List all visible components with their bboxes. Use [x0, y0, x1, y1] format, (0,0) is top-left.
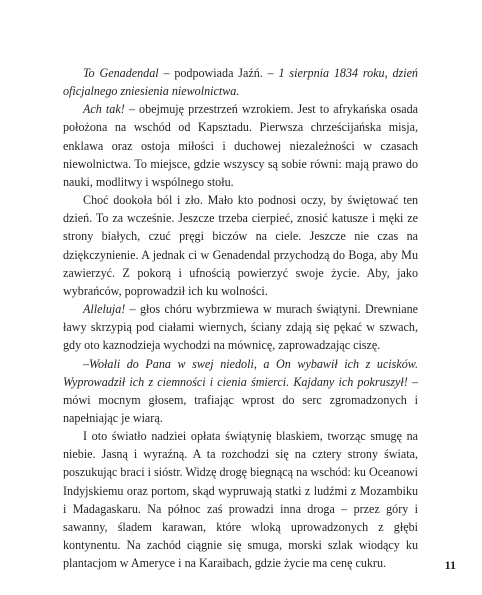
paragraph: [63, 191, 418, 300]
text-run: Ach tak!: [83, 102, 125, 117]
text-run: I oto światło nadziei opłata świątynię blaskiem, tworząc smugę na niebie. Jasną i wyraźną. A ta rozchodzi się na cztery strony świata, poszukując braci i sióstr. Widzę drogę biegnącą na wschód: ku Oceanowi Indyjskiemu oraz portom, skąd wypruwają statki z ludźmi z Mozambiku i Madagaskaru. Na północ zaś prowadzi inna droga – przez góry i sawanny, śladem karawan, które wloką uprowadzonych z głębi kontynentu. Na zachód ciągnie się smuga, morski szlak wiodący ku plantacjom w Ameryce i na Karaibach, gdzie życie ma cenę cukru.: [63, 429, 418, 571]
paragraph: [63, 300, 418, 354]
text-run: To Genadendal: [83, 66, 159, 80]
paragraph: [63, 427, 418, 572]
body-text: [63, 64, 418, 572]
text-run: Alleluja!: [83, 302, 126, 317]
text-run: Wołali do Pana w swej niedoli, a On wybawił ich z ucisków. Wyprowadził ich z ciemności i cienia śmierci. Kajdany ich pokruszył!: [63, 356, 418, 389]
text-run: Choć dookoła ból i zło. Mało kto podnosi oczy, by świętować ten dzień. To za wcześnie. Jeszcze trzeba cierpieć, znosić katusze i męki ze strony białych, czuć pręgi biczów na ciele. Jeszcze nie czas na dziękczynienie. A jednak ci w Genadendal przychodzą do Boga, aby Mu zawierzyć. Z pokorą i ufnością powierzyć swoje życie. Aby, jako wybrańców, poprowadził ich ku wolności.: [63, 193, 418, 298]
text-run: –: [83, 356, 90, 371]
text-run: – mówi mocnym głosem, trafiając wprost do serc zgromadzonych i napełniając je wiarą.: [63, 374, 418, 425]
page-number: 11: [444, 558, 456, 572]
paragraph: [63, 355, 418, 428]
text-run: – obejmuję przestrzeń wzrokiem. Jest to afrykańska osada położona na wschód od Kapsztadu. Pierwsza chrześcijańska misja, enklawa oraz ostoja miłości i duchowej niezależności w czasach niewolnictwa. To miejsce, gdzie wszyscy są sobie równi: mają prawo do nauki, modlitwy i wspólnego stołu.: [63, 102, 418, 189]
text-run: 1 sierpnia 1834 roku, dzień oficjalnego zniesienia niewolnictwa.: [63, 66, 418, 99]
paragraph: [63, 100, 418, 191]
text-run: – głos chóru wybrzmiewa w murach świątyni. Drewniane ławy skrzypią pod ciałami wiernych, ściany zdają się pękać w szwach, gdy oto kaznodzieja wychodzi na mównicę, zaprowadzając ciszę.: [63, 302, 418, 353]
text-run: – podpowiada Jaźń. –: [158, 66, 279, 80]
paragraph: [63, 64, 418, 100]
